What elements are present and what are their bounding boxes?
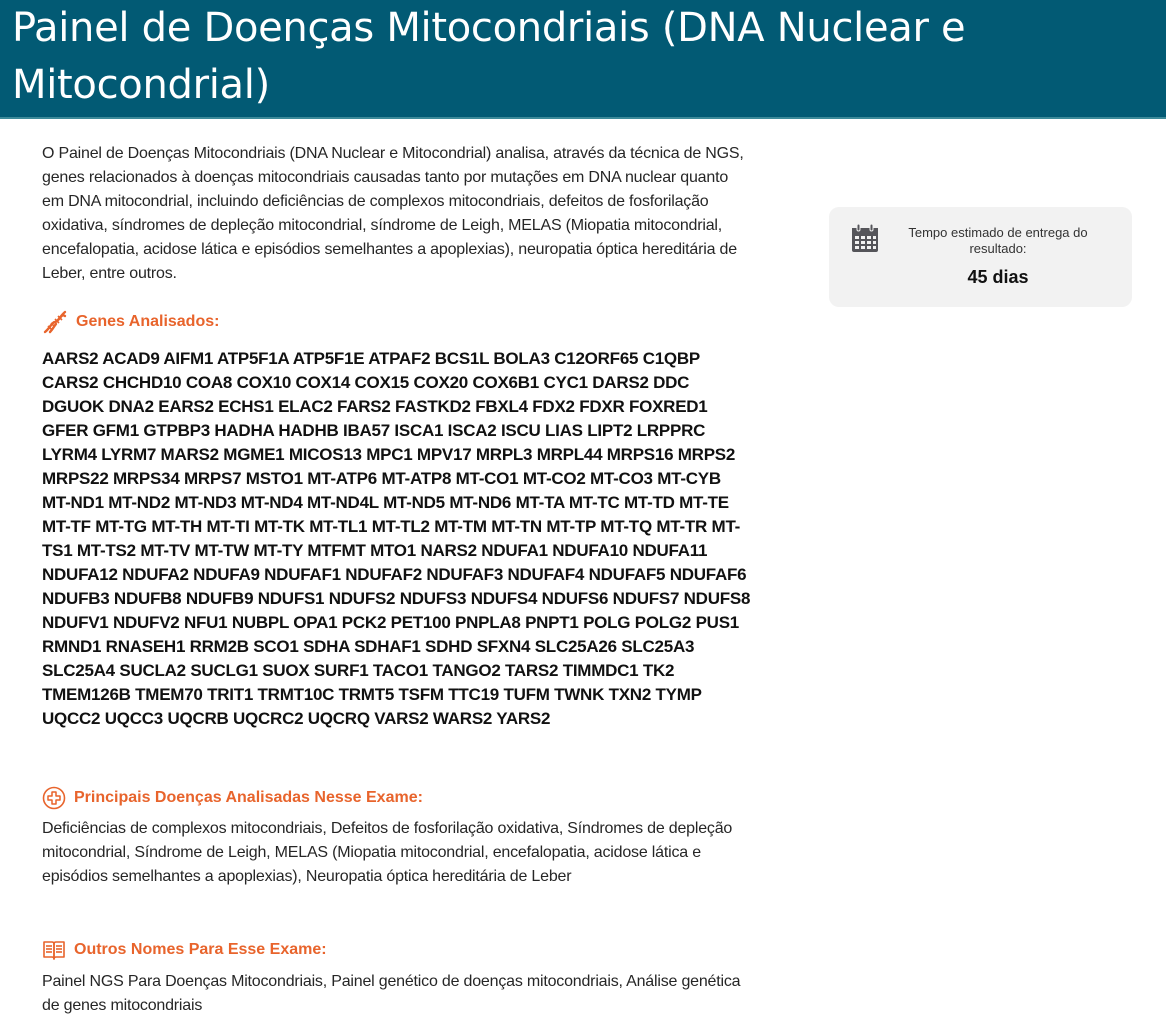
- delivery-time-value: 45 dias: [967, 267, 1029, 287]
- diseases-text: Deficiências de complexos mitocondriais, Defeitos de fosforilação oxidativa, Síndromes de depleção mitocondrial, Síndrome de Leigh, MELAS (Miopatia mitocondrial, encefalopatia, acidose lática e episódios semelhantes a apoplexias), Neuropatia óptica hereditária de Leber: [42, 820, 733, 885]
- other-names-section-title: [42, 939, 327, 961]
- other-names-text: Painel NGS Para Doenças Mitocondriais, Painel genético de doenças mitocondriais, Análise genética de genes mitocondriais: [42, 973, 741, 1014]
- delivery-time-label: Tempo estimado de entrega do resultado:: [908, 225, 1088, 256]
- intro-text: O Painel de Doenças Mitocondriais (DNA Nuclear e Mitocondrial) analisa, através da técnica de NGS, genes relacionados à doenças mitocondriais causadas tanto por mutações em DNA nuclear quanto em DNA mitocondrial, incluindo deficiências de complexos mitocondriais, defeitos de fosforilação oxidativa, síndromes de depleção mitocondrial, síndrome de Leigh, MELAS (Miopatia mitocondrial, encefalopatia, acidose lática e episódios semelhantes a apoplexias), neuropatia óptica hereditária de Leber, entre outros.: [42, 145, 744, 282]
- dna-icon: [42, 310, 68, 334]
- page-title: Painel de Doenças Mitocondriais (DNA Nuclear e Mitocondrial): [12, 5, 966, 108]
- other-names-title-label: Outros Nomes Para Esse Exame:: [74, 941, 327, 958]
- diseases-title-label: Principais Doenças Analisadas Nesse Exame:: [74, 789, 423, 806]
- page-header: [0, 0, 1166, 119]
- main-content: [42, 142, 752, 1014]
- genes-section-title: [42, 310, 219, 334]
- diseases-section-title: [42, 786, 423, 810]
- genes-title-label: Genes Analisados:: [76, 313, 220, 330]
- calendar-icon: [851, 223, 879, 253]
- book-icon: [42, 939, 66, 961]
- medical-cross-icon: [42, 786, 66, 810]
- genes-list: AARS2 ACAD9 AIFM1 ATP5F1A ATP5F1E ATPAF2 BCS1L BOLA3 C12ORF65 C1QBP CARS2 CHCHD10 COA8 COX10 COX14 COX15 COX20 COX6B1 CYC1 DARS2 DDC DGUOK DNA2 EARS2 ECHS1 ELAC2 FARS2 FASTKD2 FBXL4 FDX2 FDXR FOXRED1 GFER GFM1 GTPBP3 HADHA HADHB IBA57 ISCA1 ISCA2 ISCU LIAS LIPT2 LRPPRC LYRM4 LYRM7 MARS2 MGME1 MICOS13 MPC1 MPV17 MRPL3 MRPL44 MRPS16 MRPS2 MRPS22 MRPS34 MRPS7 MSTO1 MT-ATP6 MT-ATP8 MT-CO1 MT-CO2 MT-CO3 MT-CYB MT-ND1 MT-ND2 MT-ND3 MT-ND4 MT-ND4L MT-ND5 MT-ND6 MT-TA MT-TC MT-TD MT-TE MT-TF MT-TG MT-TH MT-TI MT-TK MT-TL1 MT-TL2 MT-TM MT-TN MT-TP MT-TQ MT-TR MT-TS1 MT-TS2 MT-TV MT-TW MT-TY MTFMT MTO1 NARS2 NDUFA1 NDUFA10 NDUFA11 NDUFA12 NDUFA2 NDUFA9 NDUFAF1 NDUFAF2 NDUFAF3 NDUFAF4 NDUFAF5 NDUFAF6 NDUFB3 NDUFB8 NDUFB9 NDUFS1 NDUFS2 NDUFS3 NDUFS4 NDUFS6 NDUFS7 NDUFS8 NDUFV1 NDUFV2 NFU1 NUBPL OPA1 PCK2 PET100 PNPLA8 PNPT1 POLG POLG2 PUS1 RMND1 RNASEH1 RRM2B SCO1 SDHA SDHAF1 SDHD SFXN4 SLC25A26 SLC25A3 SLC25A4 SUCLA2 SUCLG1 SUOX SURF1 TACO1 TANGO2 TARS2 TIMMDC1 TK2 TMEM126B TMEM70 TRIT1 TRMT10C TRMT5 TSFM TTC19 TUFM TWNK TXN2 TYMP UQCC2 UQCC3 UQCRB UQCRC2 UQCRQ VARS2 WARS2 YARS2: [42, 349, 751, 728]
- delivery-time-card: [829, 207, 1132, 307]
